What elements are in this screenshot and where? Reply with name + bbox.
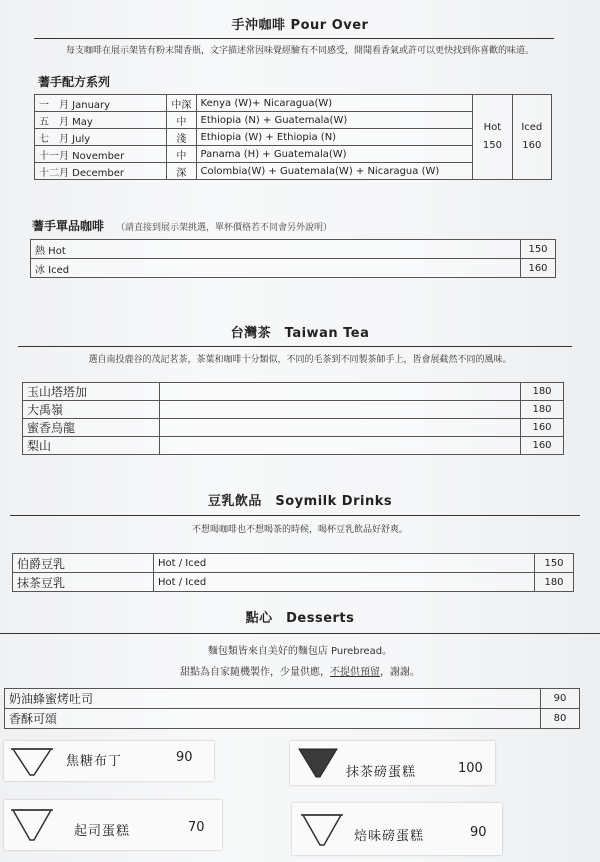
- table-row: [35, 95, 552, 112]
- soymilk-price: 180: [535, 573, 574, 592]
- dessert-label-2: [290, 741, 495, 785]
- desserts-title: 點心 Desserts: [245, 611, 355, 626]
- blend-month: 十二月 December: [35, 163, 167, 180]
- tea-price: 180: [521, 383, 564, 401]
- dessert-label-name: 焦糖布丁: [66, 754, 123, 769]
- tea-name: 梨山: [23, 437, 160, 455]
- dripper-outline-icon: [10, 745, 54, 779]
- tea-blank: [160, 437, 521, 455]
- soymilk-name: 抹茶豆乳: [13, 573, 154, 592]
- soymilk-title: 豆乳飲品 Soymilk Drinks: [207, 494, 393, 509]
- pour-over-rule: [34, 38, 554, 39]
- single-origin-price: 160: [521, 259, 556, 278]
- blend-series-title: 蓍手配方系列: [38, 75, 111, 89]
- dripper-outline-icon: [300, 811, 344, 849]
- blend-iced-label: Iced: [521, 122, 543, 133]
- single-origin-note: （請直接到展示架挑選，單杯價格若不同會另外說明）: [116, 223, 333, 233]
- dessert-label-1: [4, 741, 214, 781]
- desserts-rule: [0, 633, 600, 634]
- taiwan-tea-rule: [18, 346, 572, 347]
- dessert-name: 香酥可頌: [5, 709, 541, 729]
- dessert-label-4: [292, 803, 502, 855]
- soymilk-table: [12, 553, 574, 592]
- pour-over-title: 手沖咖啡 Pour Over: [231, 18, 369, 33]
- soymilk-price: 150: [535, 554, 574, 573]
- blend-roast: 中: [167, 146, 196, 163]
- soymilk-name: 伯爵豆乳: [13, 554, 154, 573]
- table-row: [13, 573, 574, 592]
- table-row: [5, 689, 580, 709]
- tea-blank: [160, 419, 521, 437]
- blend-beans: Panama (H) + Guatemala(W): [196, 146, 473, 163]
- desserts-no-reservation: 不提供預留: [330, 667, 380, 678]
- taiwan-tea-intro: 選自南投鹿谷的茂記茗茶，茶葉和咖啡十分類似，不同的毛茶到不同製茶師手上，皆會展截然不同的風味。: [88, 355, 512, 365]
- dessert-price: 80: [541, 709, 580, 729]
- dessert-label-price: 90: [176, 750, 193, 765]
- single-origin-heading: [32, 217, 332, 234]
- blend-month: 七 月 July: [35, 129, 167, 146]
- tea-price: 160: [521, 437, 564, 455]
- dessert-label-3: [4, 800, 222, 850]
- blend-beans: Ethiopia (W) + Ethiopia (N): [196, 129, 473, 146]
- taiwan-tea-table: [22, 382, 564, 455]
- blend-roast: 中深: [167, 95, 196, 112]
- dessert-label-price: 100: [458, 761, 483, 776]
- dessert-name: 奶油蜂蜜烤吐司: [5, 689, 541, 709]
- dessert-label-price: 90: [470, 825, 487, 840]
- dessert-label-name: 起司蛋糕: [74, 824, 131, 839]
- single-origin-title: 蓍手單品咖啡: [32, 219, 105, 233]
- blend-hot-price: 150: [482, 140, 502, 151]
- desserts-intro-2c: ，謝謝。: [380, 667, 420, 678]
- dripper-filled-icon: [296, 745, 340, 781]
- blend-roast: 中: [167, 112, 196, 129]
- single-origin-table: [30, 239, 556, 278]
- blend-beans: Colombia(W) + Guatemala(W) + Nicaragua (W): [196, 163, 473, 180]
- tea-name: 大禹嶺: [23, 401, 160, 419]
- soymilk-rule: [10, 515, 580, 516]
- blend-month: 五 月 May: [35, 112, 167, 129]
- blend-hot-cell: [473, 95, 512, 180]
- table-row: [23, 383, 564, 401]
- tea-name: 蜜香烏龍: [23, 419, 160, 437]
- desserts-table: [4, 688, 580, 729]
- tea-name: 玉山塔塔加: [23, 383, 160, 401]
- table-row: [23, 437, 564, 455]
- blend-beans: Kenya (W)+ Nicaragua(W): [196, 95, 473, 112]
- blend-roast: 深: [167, 163, 196, 180]
- table-row: [23, 401, 564, 419]
- soymilk-intro: 不想喝咖啡也不想喝茶的時候，喝杯豆乳飲品好舒爽。: [191, 525, 408, 535]
- blend-month: 一 月 January: [35, 95, 167, 112]
- dripper-outline-icon: [10, 806, 54, 844]
- table-row: [23, 419, 564, 437]
- dessert-price: 90: [541, 689, 580, 709]
- blend-beans: Ethiopia (N) + Guatemala(W): [196, 112, 473, 129]
- dessert-label-name: 抹茶磅蛋糕: [346, 765, 417, 780]
- blend-hot-label: Hot: [483, 122, 502, 133]
- table-row: [31, 240, 556, 259]
- blend-iced-price: 160: [522, 140, 542, 151]
- pour-over-intro: 每支咖啡在展示架皆有粉末聞香瓶，文字描述常因味覺經驗有不同感受，開聞看香氣或許可以更快找到你喜歡的味道。: [65, 46, 534, 56]
- desserts-intro-2a: 甜點為自家隨機製作，少量供應，: [180, 667, 330, 678]
- single-origin-name: 冰 Iced: [31, 259, 521, 278]
- tea-blank: [160, 401, 521, 419]
- single-origin-price: 150: [521, 240, 556, 259]
- single-origin-name: 熱 Hot: [31, 240, 521, 259]
- dessert-label-price: 70: [188, 820, 205, 835]
- taiwan-tea-title: 台灣茶 Taiwan Tea: [230, 326, 370, 341]
- blend-iced-cell: [512, 95, 551, 180]
- table-row: [5, 709, 580, 729]
- soymilk-temp: Hot / Iced: [154, 573, 535, 592]
- desserts-intro-2: [0, 663, 600, 678]
- table-row: [13, 554, 574, 573]
- tea-blank: [160, 383, 521, 401]
- dessert-label-name: 焙味磅蛋糕: [354, 829, 425, 844]
- tea-price: 180: [521, 401, 564, 419]
- blend-table: [34, 94, 552, 180]
- desserts-intro-1: 麵包類皆來自美好的麵包店 Purebread。: [207, 646, 393, 657]
- blend-month: 十一月 November: [35, 146, 167, 163]
- tea-price: 160: [521, 419, 564, 437]
- blend-roast: 淺: [167, 129, 196, 146]
- table-row: [31, 259, 556, 278]
- soymilk-temp: Hot / Iced: [154, 554, 535, 573]
